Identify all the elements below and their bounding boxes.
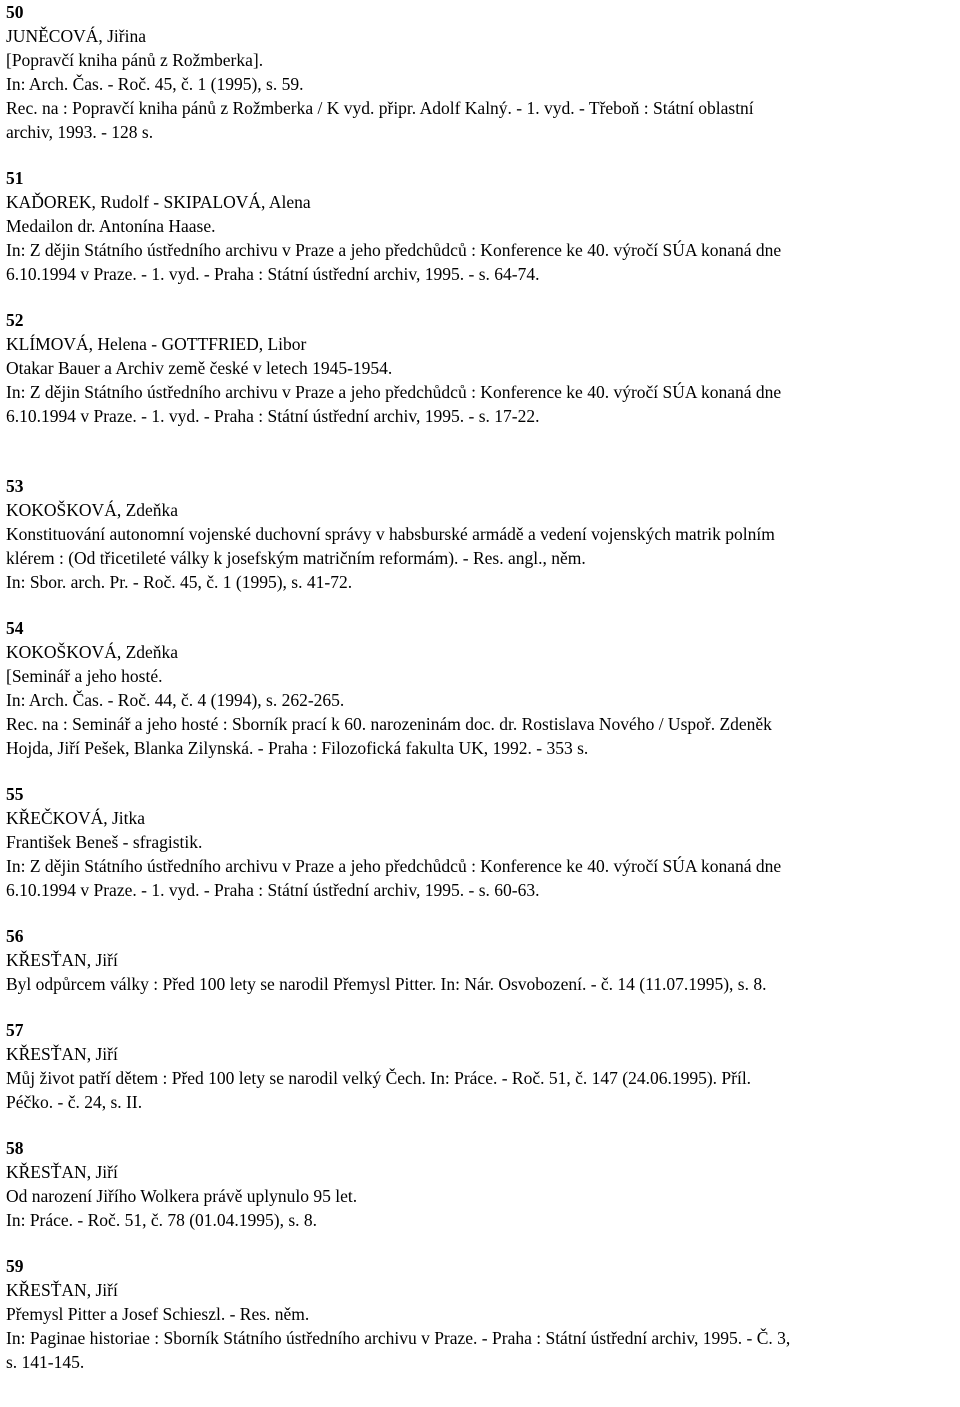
entry-line: In: Z dějin Státního ústředního archivu v Praze a jeho předchůdců : Konference ke 40. výročí SÚA konaná dne xyxy=(6,382,782,402)
entry-line: KLÍMOVÁ, Helena - GOTTFRIED, Libor xyxy=(6,334,307,354)
entry-line: KAĎOREK, Rudolf - SKIPALOVÁ, Alena xyxy=(6,192,311,212)
entry-line: [Popravčí kniha pánů z Rožmberka]. xyxy=(6,50,264,70)
entry-58 xyxy=(6,1136,958,1232)
entry-line: 6.10.1994 v Praze. - 1. vyd. - Praha : Státní ústřední archiv, 1995. - s. 64-74. xyxy=(6,264,540,284)
entry-line: s. 141-145. xyxy=(6,1352,85,1372)
entry-52 xyxy=(6,308,958,428)
entry-51 xyxy=(6,166,958,286)
entry-number: 59 xyxy=(6,1256,24,1276)
entry-line: Konstituování autonomní vojenské duchovní správy v habsburské armádě a vedení vojenských matrik polním xyxy=(6,524,775,544)
entry-line: Péčko. - č. 24, s. II. xyxy=(6,1092,143,1112)
entry-line: KŘESŤAN, Jiří xyxy=(6,1280,118,1300)
entry-line: JUNĚCOVÁ, Jiřina xyxy=(6,26,146,46)
entry-line: Otakar Bauer a Archiv země české v letech 1945-1954. xyxy=(6,358,393,378)
entry-number: 54 xyxy=(6,618,24,638)
entry-number: 56 xyxy=(6,926,24,946)
entry-line: [Seminář a jeho hosté. xyxy=(6,666,163,686)
entry-number: 55 xyxy=(6,784,24,804)
entry-line: klérem : (Od třicetileté války k josefským matričním reformám). - Res. angl., něm. xyxy=(6,548,586,568)
entry-number: 51 xyxy=(6,168,24,188)
entry-54 xyxy=(6,616,958,760)
entry-line: KŘESŤAN, Jiří xyxy=(6,1162,118,1182)
entry-line: In: Arch. Čas. - Roč. 44, č. 4 (1994), s. 262-265. xyxy=(6,690,345,710)
entry-line: In: Z dějin Státního ústředního archivu v Praze a jeho předchůdců : Konference ke 40. výročí SÚA konaná dne xyxy=(6,240,782,260)
entry-line: Rec. na : Seminář a jeho hosté : Sborník prací k 60. narozeninám doc. dr. Rostislava Nového / Uspoř. Zdeněk xyxy=(6,714,772,734)
entry-55 xyxy=(6,782,958,902)
entry-line: 6.10.1994 v Praze. - 1. vyd. - Praha : Státní ústřední archiv, 1995. - s. 60-63. xyxy=(6,880,540,900)
entry-number: 50 xyxy=(6,2,24,22)
entry-line: Medailon dr. Antonína Haase. xyxy=(6,216,216,236)
entry-line: KŘESŤAN, Jiří xyxy=(6,1044,118,1064)
entry-line: archiv, 1993. - 128 s. xyxy=(6,122,154,142)
entry-57 xyxy=(6,1018,958,1114)
bibliography-page xyxy=(6,0,958,1374)
entry-line: 6.10.1994 v Praze. - 1. vyd. - Praha : Státní ústřední archiv, 1995. - s. 17-22. xyxy=(6,406,540,426)
entry-number: 58 xyxy=(6,1138,24,1158)
entry-line: Byl odpůrcem války : Před 100 lety se narodil Přemysl Pitter. In: Nár. Osvobození. - č. 14 (11.07.1995), s. 8. xyxy=(6,974,767,994)
entry-line: In: Z dějin Státního ústředního archivu v Praze a jeho předchůdců : Konference ke 40. výročí SÚA konaná dne xyxy=(6,856,782,876)
entry-line: KŘESŤAN, Jiří xyxy=(6,950,118,970)
entry-59 xyxy=(6,1254,958,1374)
entry-line: In: Arch. Čas. - Roč. 45, č. 1 (1995), s. 59. xyxy=(6,74,304,94)
entry-line: In: Paginae historiae : Sborník Státního ústředního archivu v Praze. - Praha : Státní ústřední archiv, 1995. - Č. 3, xyxy=(6,1328,791,1348)
entry-line: Přemysl Pitter a Josef Schieszl. - Res. něm. xyxy=(6,1304,310,1324)
entry-line: KOKOŠKOVÁ, Zdeňka xyxy=(6,500,179,520)
entry-line: In: Práce. - Roč. 51, č. 78 (01.04.1995), s. 8. xyxy=(6,1210,318,1230)
entry-number: 57 xyxy=(6,1020,24,1040)
entry-line: František Beneš - sfragistik. xyxy=(6,832,203,852)
entry-56 xyxy=(6,924,958,996)
entry-50 xyxy=(6,0,958,144)
entry-number: 52 xyxy=(6,310,24,330)
entry-line: In: Sbor. arch. Pr. - Roč. 45, č. 1 (1995), s. 41-72. xyxy=(6,572,353,592)
entry-line: Rec. na : Popravčí kniha pánů z Rožmberka / K vyd. připr. Adolf Kalný. - 1. vyd. - Třeboň : Státní oblastní xyxy=(6,98,754,118)
entry-line: KOKOŠKOVÁ, Zdeňka xyxy=(6,642,179,662)
entry-line: Od narození Jiřího Wolkera právě uplynulo 95 let. xyxy=(6,1186,358,1206)
entry-number: 53 xyxy=(6,476,24,496)
entry-line: KŘEČKOVÁ, Jitka xyxy=(6,808,146,828)
entry-53 xyxy=(6,474,958,594)
entry-line: Hojda, Jiří Pešek, Blanka Zilynská. - Praha : Filozofická fakulta UK, 1992. - 353 s. xyxy=(6,738,589,758)
entry-line: Můj život patří dětem : Před 100 lety se narodil velký Čech. In: Práce. - Roč. 51, č. 147 (24.06.1995). Příl. xyxy=(6,1068,752,1088)
